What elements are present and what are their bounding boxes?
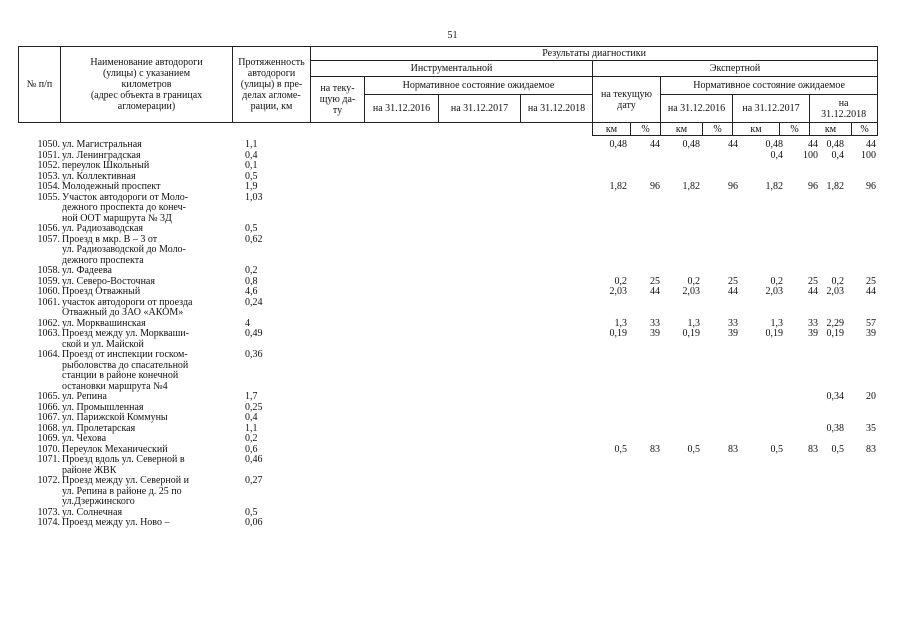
header-instr-normative: Нормативное состояние ожидаемое [365,77,593,95]
road-length: 0,27 [245,475,263,486]
row-number: 1058. [37,265,60,276]
value-cur-km: 1,82 [609,181,627,192]
value-y18-km: 0,5 [831,443,844,455]
value-y18-p: 96 [866,181,876,192]
row-number: 1065. [37,391,60,402]
header-instr-current-date [311,77,365,123]
header-name-line: (адрес объекта в границах [90,90,203,101]
road-length: 0,8 [245,275,258,287]
road-name [62,455,237,476]
road-name [62,350,237,392]
road-length: 0,2 [245,433,258,444]
road-name-line: ул. Радиозаводской до Моло- [62,244,186,255]
road-length: 0,5 [245,170,258,182]
value-y18-p: 35 [866,422,876,434]
table-row [18,455,877,476]
road-name-line: ской и ул. Майской [62,338,144,350]
header-results: Результаты диагностики [311,47,878,61]
road-length: 0,46 [245,454,263,465]
table-row [18,413,877,424]
road-length: 0,24 [245,296,263,308]
header-instr-date-2018: на 31.12.2018 [521,95,593,123]
value-cur-km: 0,48 [609,139,627,150]
value-y18-p: 25 [866,275,876,287]
road-name-line: ул. Фадеева [62,265,112,276]
value-y17-p: 44 [808,139,818,150]
table-row [18,277,877,288]
header-km: км [810,123,852,136]
road-name [62,224,237,235]
value-y17-km: 0,48 [765,139,783,150]
road-name-line: ул.Дзержинского [62,496,135,507]
row-number: 1068. [37,422,60,434]
table-row [18,287,877,298]
header-num: № п/п [19,47,61,123]
row-number: 1056. [37,223,60,234]
table-row [18,518,877,529]
header-name-line: километров [121,79,172,90]
value-y18-km: 0,48 [826,139,844,150]
row-number: 1052. [37,160,60,171]
row-number: 1071. [37,454,60,465]
value-y17-km: 0,5 [770,443,783,455]
table-row [18,298,877,319]
value-y17-km: 0,19 [765,328,783,339]
header-length-line: делах агломе- [242,90,301,101]
table-row [18,266,877,277]
page-number: 51 [447,30,458,41]
row-number: 1063. [37,328,60,339]
table-row [18,329,877,350]
value-y18-km: 0,38 [826,422,844,434]
value-cur-km: 2,03 [609,286,627,297]
table-row [18,424,877,435]
road-length: 1,7 [245,391,258,402]
road-name-line: дежного проспекта до конеч- [62,202,186,213]
header-name [61,47,233,123]
value-y16-km: 0,19 [682,328,700,339]
road-name-line: ул. Солнечная [62,506,123,518]
road-name-line: Молодежный проспект [62,181,161,192]
value-y18-km: 2,29 [826,317,844,329]
road-length: 0,5 [245,506,258,518]
road-length: 1,1 [245,422,258,434]
row-number: 1059. [37,275,60,287]
value-cur-p: 83 [650,443,660,455]
road-name [62,476,237,508]
header-pct: % [780,123,810,136]
value-y16-p: 25 [728,275,738,287]
row-number: 1057. [37,233,60,245]
value-y16-km: 0,2 [687,275,700,287]
table-row [18,434,877,445]
row-number: 1055. [37,191,60,203]
header-instrumental: Инструментальной [311,61,593,77]
road-length: 1,03 [245,191,263,203]
header-line: на теку- [320,83,355,94]
header-line: щую да- [319,94,356,105]
value-y17-p: 100 [803,149,818,161]
value-y17-km: 0,4 [770,149,783,161]
value-cur-p: 25 [650,275,660,287]
header-exp-current-date: на текущую дату [593,77,661,123]
road-name [62,413,237,424]
road-name [62,287,237,298]
value-y17-p: 39 [808,328,818,339]
road-name [62,140,237,151]
road-name-line: ул. Северо-Восточная [62,275,155,287]
value-y16-p: 33 [728,317,738,329]
road-length: 0,62 [245,233,263,245]
value-y16-km: 0,5 [687,443,700,455]
table-row [18,350,877,392]
header-name-line: агломерации) [117,101,176,112]
road-length: 0,1 [245,160,258,171]
road-name-line: Проезд вдоль ул. Северной в [62,454,185,465]
row-number: 1060. [37,286,60,297]
road-length: 1,9 [245,181,258,192]
table-body [18,140,877,529]
row-number: 1070. [37,443,60,455]
row-number: 1062. [37,317,60,329]
row-number: 1061. [37,296,60,308]
header-length-line: (улицы) в пре- [240,79,303,90]
row-number: 1073. [37,506,60,518]
header-length-line: автодороги [247,68,296,79]
header-km: км [733,123,780,136]
value-y16-km: 1,82 [682,181,700,192]
header-exp-date-2017: на 31.12.2017 [733,95,810,123]
road-name-line: ул. Радиозаводская [62,223,144,234]
road-name [62,329,237,350]
road-name-line: Переулок Механический [62,443,168,455]
value-y18-p: 39 [866,328,876,339]
table-row [18,224,877,235]
value-y18-km: 0,4 [831,149,844,161]
road-length: 0,36 [245,349,263,360]
value-y16-p: 44 [728,286,738,297]
header-name-line: Наименование автодороги [90,57,203,68]
value-y16-km: 2,03 [682,286,700,297]
road-length: 4,6 [245,286,258,297]
road-name-line: Проезд между ул. Ново – [62,517,170,528]
table-header [18,46,878,136]
value-cur-p: 33 [650,317,660,329]
header-km: км [593,123,631,136]
value-y16-p: 83 [728,443,738,455]
road-name-line: ной ООТ маршрута № 3Д [62,212,172,224]
value-y16-km: 0,48 [682,139,700,150]
value-y17-km: 1,3 [770,317,783,329]
road-length: 0,25 [245,401,263,413]
value-y17-p: 83 [808,443,818,455]
value-cur-km: 0,2 [614,275,627,287]
value-cur-p: 44 [650,139,660,150]
value-y18-km: 0,34 [826,391,844,402]
road-length: 0,5 [245,223,258,234]
road-name [62,182,237,193]
row-number: 1066. [37,401,60,413]
table-row [18,140,877,151]
value-y17-p: 33 [808,317,818,329]
road-name-line: участок автодороги от проезда [62,296,193,308]
road-name-line: ул. Пролетарская [62,422,136,434]
value-cur-p: 96 [650,181,660,192]
row-number: 1053. [37,170,60,182]
header-line: ту [332,105,343,116]
value-y18-km: 0,2 [831,275,844,287]
road-name [62,298,237,319]
header-pct: % [631,123,661,136]
value-cur-p: 44 [650,286,660,297]
value-y18-km: 2,03 [826,286,844,297]
road-name-line: Участок автодороги от Моло- [62,191,189,203]
road-name [62,266,237,277]
header-length [233,47,311,123]
road-name-line: ул. Морквашинская [62,317,146,329]
header-exp-date-2018 [810,95,878,123]
value-y18-p: 83 [866,443,876,455]
road-name-line: ул. Парижской Коммуны [62,412,168,423]
table-row [18,476,877,508]
value-y17-km: 2,03 [765,286,783,297]
header-instr-date-2016: на 31.12.2016 [365,95,439,123]
road-name-line: Проезд Отважный [62,286,141,297]
value-y16-km: 1,3 [687,317,700,329]
road-name [62,434,237,445]
road-length: 0,6 [245,443,258,455]
value-y16-p: 96 [728,181,738,192]
value-cur-km: 1,3 [614,317,627,329]
road-name-line: станции в районе конечной [62,370,179,381]
header-line: 31.12.2018 [821,108,867,120]
value-y17-km: 0,2 [770,275,783,287]
header-line: на [838,97,849,109]
road-name-line: ул. Репина [62,391,107,402]
value-y18-p: 100 [861,149,876,161]
header-km: км [661,123,703,136]
road-name [62,193,237,225]
road-name [62,161,237,172]
road-name-line: Отважный до ЗАО «АКОМ» [62,307,184,318]
road-length: 1,1 [245,139,258,150]
value-cur-km: 0,19 [609,328,627,339]
road-length: 0,06 [245,517,263,528]
table-row [18,392,877,403]
header-name-line: (улицы) с указанием [102,68,191,79]
road-length: 4 [245,317,250,329]
header-blank [19,123,593,136]
road-length: 0,4 [245,412,258,423]
row-number: 1054. [37,181,60,192]
road-length: 0,2 [245,265,258,276]
header-exp-date-2016: на 31.12.2016 [661,95,733,123]
row-number: 1072. [37,475,60,486]
road-name-line: ул. Коллективная [62,170,136,182]
table-row [18,193,877,225]
value-y18-p: 44 [866,286,876,297]
value-cur-p: 39 [650,328,660,339]
road-name-line: дежного проспекта [62,254,144,266]
road-name-line: рыболовства до спасательной [62,359,189,371]
table-row [18,182,877,193]
value-y18-km: 0,19 [826,328,844,339]
header-instr-date-2017: на 31.12.2017 [439,95,521,123]
table-row [18,161,877,172]
road-name-line: ул. Магистральная [62,139,142,150]
road-name-line: ул. Промышленная [62,401,144,413]
road-name-line: ул. Чехова [62,433,107,444]
header-length-line: Протяженность [238,57,305,68]
header-exp-normative: Нормативное состояние ожидаемое [661,77,878,95]
road-length: 0,4 [245,149,258,161]
road-name-line: Проезд между ул. Северной и [62,475,189,486]
value-y17-p: 25 [808,275,818,287]
table-row [18,235,877,267]
value-y18-p: 20 [866,391,876,402]
value-y18-p: 44 [866,139,876,150]
value-y17-p: 44 [808,286,818,297]
header-expert: Экспертной [593,61,878,77]
value-y18-km: 1,82 [826,181,844,192]
road-name-line: районе ЖВК [62,464,117,476]
road-name [62,518,237,529]
road-length: 0,49 [245,328,263,339]
road-name-line: переулок Школьный [62,160,150,171]
header-pct: % [703,123,733,136]
value-y16-p: 39 [728,328,738,339]
road-name-line: Проезд между ул. Моркваши- [62,328,189,339]
road-name-line: ул. Ленинградская [62,149,141,161]
header-length-line: рации, км [250,101,293,112]
value-cur-km: 0,5 [614,443,627,455]
value-y17-km: 1,82 [765,181,783,192]
road-name-line: ул. Репина в районе д. 25 по [62,485,182,497]
road-name-line: Проезд от инспекции госком- [62,349,188,360]
row-number: 1067. [37,412,60,423]
value-y16-p: 44 [728,139,738,150]
road-name-line: остановки маршрута №4 [62,380,168,392]
row-number: 1064. [37,349,60,360]
row-number: 1051. [37,149,60,161]
row-number: 1074. [37,517,60,528]
value-y17-p: 96 [808,181,818,192]
road-name-line: Проезд в мкр. В – 3 от [62,233,158,245]
road-name [62,392,237,403]
row-number: 1050. [37,139,60,150]
road-name [62,235,237,267]
header-pct: % [852,123,878,136]
row-number: 1069. [37,433,60,444]
value-y18-p: 57 [866,317,876,329]
